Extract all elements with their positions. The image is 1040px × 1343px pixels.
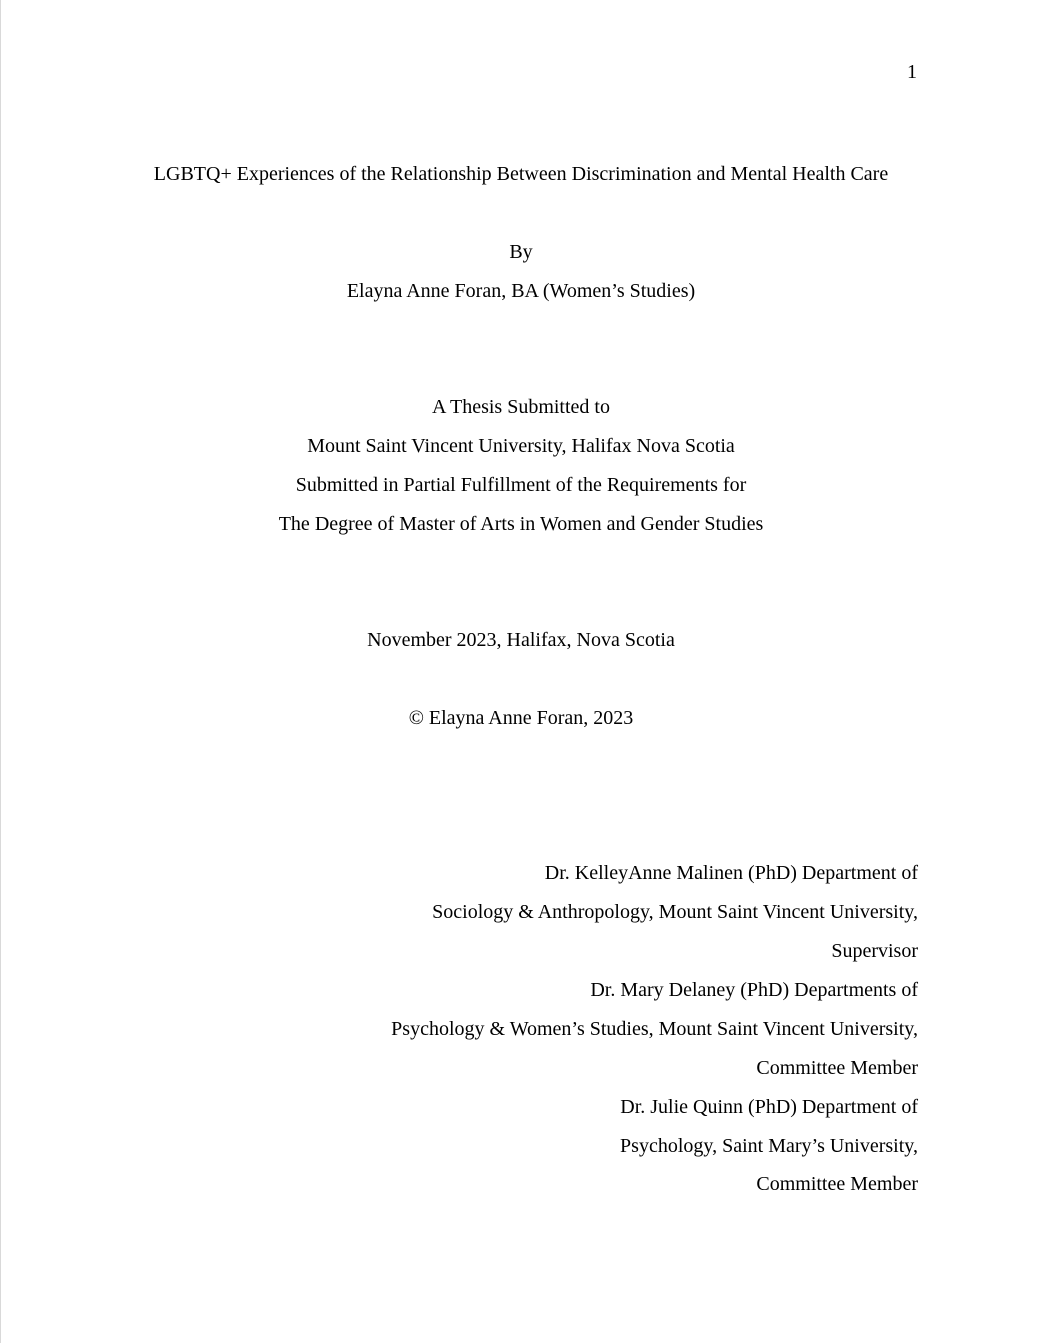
submission-line: Mount Saint Vincent University, Halifax Nova Scotia (307, 435, 735, 457)
date-line: November 2023, Halifax, Nova Scotia (367, 629, 675, 651)
author-line: Elayna Anne Foran, BA (Women’s Studies) (346, 280, 696, 302)
committee-line: Dr. Julie Quinn (PhD) Department of (620, 1096, 918, 1118)
committee-line: Committee Member (756, 1173, 918, 1195)
committee-line: Psychology & Women’s Studies, Mount Saint Vincent University, (391, 1018, 918, 1040)
page-number: 1 (907, 61, 917, 83)
committee-line: Sociology & Anthropology, Mount Saint Vincent University, (432, 901, 918, 923)
submission-line: Submitted in Partial Fulfillment of the Requirements for (295, 474, 747, 496)
committee-line: Committee Member (756, 1057, 918, 1079)
committee-line: Supervisor (831, 940, 918, 962)
committee-line: Psychology, Saint Mary’s University, (620, 1135, 918, 1157)
committee-line: Dr. Mary Delaney (PhD) Departments of (590, 979, 918, 1001)
thesis-title: LGBTQ+ Experiences of the Relationship Between Discrimination and Mental Health Care (153, 163, 889, 185)
copyright-line: © Elayna Anne Foran, 2023 (408, 707, 634, 729)
committee-line: Dr. KelleyAnne Malinen (PhD) Department of (544, 862, 918, 884)
submission-line: The Degree of Master of Arts in Women and Gender Studies (278, 513, 764, 535)
submission-line: A Thesis Submitted to (432, 396, 610, 418)
by-label: By (509, 241, 533, 263)
